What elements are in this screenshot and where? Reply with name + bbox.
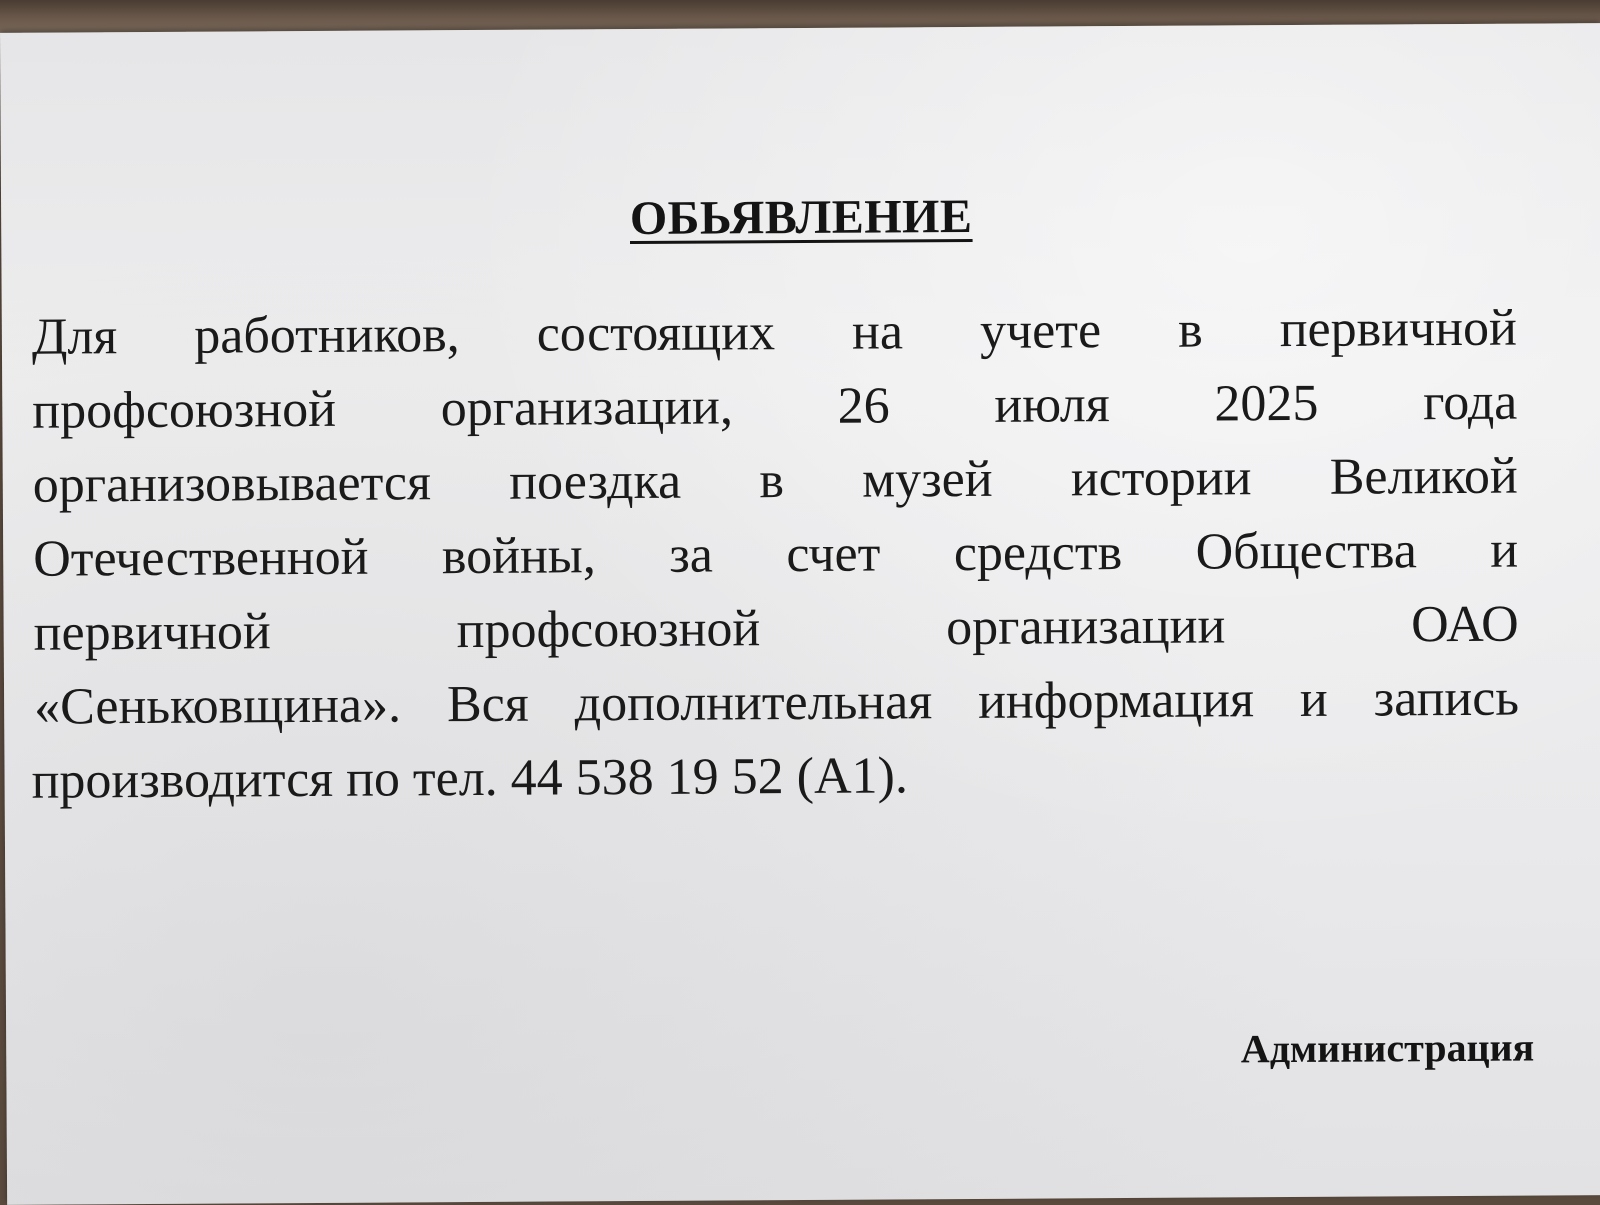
word: информация bbox=[977, 671, 1255, 730]
notice-title bbox=[1, 185, 1600, 250]
word: ОАО bbox=[1410, 595, 1519, 654]
word: Общества bbox=[1195, 522, 1418, 581]
word: Отечественной bbox=[33, 528, 369, 588]
date-year: 2025 bbox=[1214, 374, 1319, 433]
paper-sheet bbox=[0, 23, 1600, 1205]
word: счет bbox=[786, 525, 881, 584]
body-line-4 bbox=[33, 514, 1518, 597]
word: в bbox=[1177, 301, 1203, 359]
word: за bbox=[669, 526, 714, 584]
word: средств bbox=[953, 524, 1123, 583]
word: музей bbox=[862, 450, 993, 509]
date-month: июля bbox=[994, 376, 1110, 434]
notice-title-text: ОБЬЯВЛЕНИЕ bbox=[629, 189, 973, 246]
word: профсоюзной bbox=[456, 600, 761, 660]
body-line-1 bbox=[32, 292, 1517, 375]
word: в bbox=[759, 452, 785, 510]
word: организации, bbox=[440, 378, 734, 438]
body-line-phone: производится по тел. 44 538 19 52 (А1). bbox=[31, 747, 909, 810]
word: Вся bbox=[446, 675, 529, 734]
organization-name: «Сеньковщина». bbox=[33, 676, 402, 736]
notice-body bbox=[32, 292, 1520, 819]
word: первичной bbox=[1279, 299, 1518, 359]
signature-administration: Администрация bbox=[1240, 1024, 1535, 1072]
word: истории bbox=[1070, 449, 1252, 508]
word: организации bbox=[945, 597, 1226, 657]
word: работников, bbox=[194, 306, 460, 365]
word: первичной bbox=[33, 603, 271, 662]
word: запись bbox=[1373, 669, 1520, 728]
word: Великой bbox=[1329, 447, 1518, 506]
body-line-5 bbox=[33, 588, 1518, 671]
word: состоящих bbox=[536, 304, 776, 363]
word: организовывается bbox=[32, 454, 432, 514]
date-day: 26 bbox=[837, 377, 890, 435]
body-line-6 bbox=[34, 662, 1519, 745]
word: поездка bbox=[509, 452, 682, 511]
word: профсоюзной bbox=[32, 380, 337, 440]
word: на bbox=[851, 303, 904, 361]
word: года bbox=[1423, 373, 1518, 432]
body-line-2 bbox=[32, 366, 1517, 449]
word: учете bbox=[979, 302, 1102, 360]
word: и bbox=[1299, 670, 1328, 728]
word: Для bbox=[31, 308, 118, 366]
body-line-3 bbox=[33, 440, 1518, 523]
word: дополнительная bbox=[574, 673, 933, 733]
word: войны, bbox=[441, 527, 596, 586]
word: и bbox=[1490, 521, 1519, 579]
